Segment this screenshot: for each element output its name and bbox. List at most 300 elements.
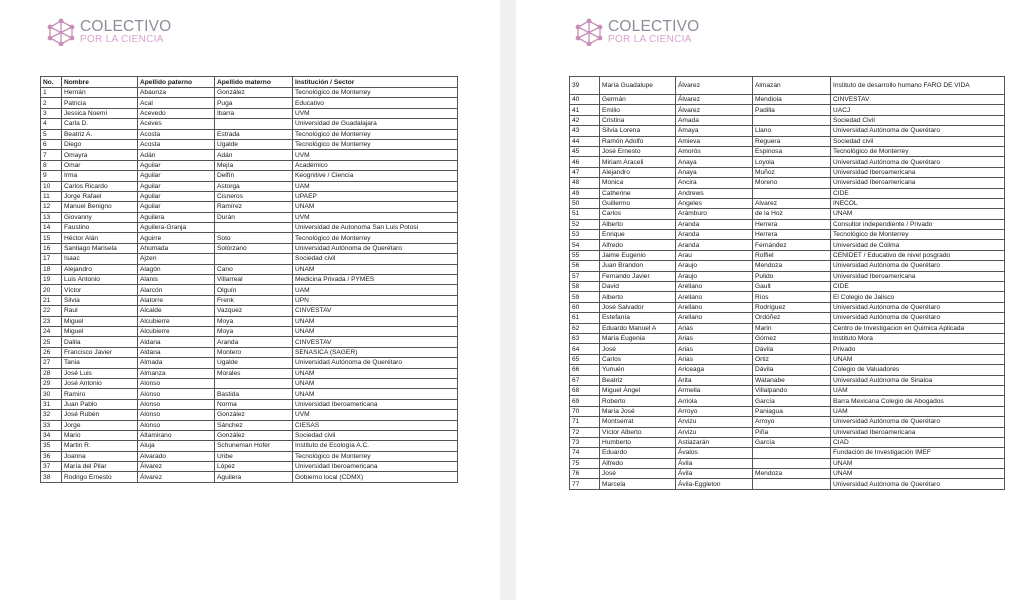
document-page-2 [516,0,1023,600]
cell-apellido-materno: Soto [215,233,293,243]
cell-institucion: UVM [293,212,458,222]
cell-no: 53 [570,230,600,240]
table-row [570,240,1005,250]
cell-no: 36 [41,451,62,461]
cell-no: 14 [41,223,62,233]
cell-no: 58 [570,282,600,292]
cell-apellido-paterno: Alvarado [138,451,215,461]
cell-apellido-materno: Norma [215,399,293,409]
cell-no: 62 [570,323,600,333]
cell-nombre: Alejandro [600,167,676,177]
table-row [41,347,458,357]
cell-no: 52 [570,219,600,229]
cell-institucion: Sociedad civil [831,136,1005,146]
cell-apellido-paterno: Ávalos [676,448,753,458]
cell-apellido-paterno: Alcubierre [138,316,215,326]
cell-nombre: Beatriz A. [62,129,138,139]
cell-no: 19 [41,275,62,285]
cell-institucion: Colegio de Valuadores [831,365,1005,375]
cell-institucion: UNAM [293,264,458,274]
cell-no: 55 [570,250,600,260]
cell-no: 20 [41,285,62,295]
cell-apellido-materno: Fernández [753,240,831,250]
cell-apellido-materno: Ugalde [215,358,293,368]
header-apellido-materno: Apellido materno [215,77,293,88]
cell-no: 56 [570,261,600,271]
table-row [570,427,1005,437]
cell-nombre: Jessica Noemí [62,108,138,118]
cell-institucion: CINVESTAV [831,95,1005,105]
cell-no: 31 [41,399,62,409]
cell-apellido-paterno: Álvarez [676,105,753,115]
cell-institucion: UVM [293,150,458,160]
cell-nombre: Giovanny [62,212,138,222]
cell-apellido-materno: Dávila [753,344,831,354]
cell-no: 68 [570,385,600,395]
cell-institucion: Universidad Iberoamericana [831,271,1005,281]
cell-apellido-materno: de la Hoz [753,209,831,219]
cell-nombre: María del Pilar [62,462,138,472]
cell-institucion: Tecnológico de Monterrey [293,233,458,243]
cell-apellido-paterno: Aguilar [138,171,215,181]
cell-apellido-paterno: Aguilera-Granja [138,223,215,233]
table-row [41,285,458,295]
cell-apellido-materno: Aranda [215,337,293,347]
logo-subtitle: POR LA CIENCIA [608,34,692,46]
cell-nombre: Dalila [62,337,138,347]
cell-apellido-paterno: Ahumada [138,243,215,253]
cell-nombre: Omar [62,160,138,170]
cell-apellido-materno: Ramírez [215,202,293,212]
cell-no: 15 [41,233,62,243]
table-row [570,136,1005,146]
cell-nombre: Emilio [600,105,676,115]
document-page-1 [0,0,500,600]
cell-apellido-materno: García [753,396,831,406]
cell-no: 16 [41,243,62,253]
table-row [41,150,458,160]
cell-no: 24 [41,326,62,336]
cell-nombre: Juan Brandon [600,261,676,271]
cell-apellido-paterno: Aceves [138,119,215,129]
cell-apellido-materno: Estrada [215,129,293,139]
cell-apellido-paterno: Abaunza [138,88,215,98]
cell-institucion: Instituto Mora [831,333,1005,343]
cell-apellido-paterno: Arámburo [676,209,753,219]
cell-no: 6 [41,139,62,149]
cell-nombre: Alejandro [62,264,138,274]
cell-no: 32 [41,410,62,420]
cell-no: 39 [570,77,600,95]
cell-institucion: Universidad Iberoamericana [293,399,458,409]
cell-apellido-paterno: Alanis [138,275,215,285]
cell-institucion: UNAM [831,458,1005,468]
cell-nombre: Alfredo [600,458,676,468]
cell-nombre: Ramiro [62,389,138,399]
cell-apellido-paterno: Alcubierre [138,326,215,336]
cell-nombre: José Rubén [62,410,138,420]
cell-apellido-paterno: Adán [138,150,215,160]
cell-apellido-paterno: Acal [138,98,215,108]
cell-apellido-paterno: Alcalde [138,306,215,316]
cell-apellido-paterno: Alonso [138,420,215,430]
cell-apellido-materno: Llano [753,126,831,136]
table-row [41,399,458,409]
cell-apellido-materno: Watanabe [753,375,831,385]
cell-nombre: Mario [62,430,138,440]
table-row [41,129,458,139]
cell-apellido-materno: Mejía [215,160,293,170]
cell-institucion: UNAM [831,354,1005,364]
table-row [41,88,458,98]
cell-apellido-materno: Espinosa [753,146,831,156]
cell-institucion: UNAM [293,316,458,326]
cell-apellido-materno: Mendiola [753,95,831,105]
cell-nombre: Juan Pablo [62,399,138,409]
cell-apellido-paterno: Arita [676,375,753,385]
table-row [41,108,458,118]
cell-nombre: Eduardo Manuel A [600,323,676,333]
cell-nombre: Alfredo [600,240,676,250]
cell-apellido-paterno: Angeles [676,198,753,208]
cell-nombre: Roberto [600,396,676,406]
cell-apellido-materno: Ugalde [215,139,293,149]
cell-apellido-materno: Olguín [215,285,293,295]
cell-no: 7 [41,150,62,160]
cell-apellido-paterno: Aguilar [138,202,215,212]
cell-institucion: Universidad Autónoma de Querétaro [831,126,1005,136]
cell-nombre: Carla D. [62,119,138,129]
cell-nombre: Germán [600,95,676,105]
table-row [41,181,458,191]
table-row [570,178,1005,188]
cell-apellido-paterno: Almada [138,358,215,368]
cell-institucion: UNAM [293,202,458,212]
cell-apellido-materno: Solórzano [215,243,293,253]
table-row [570,479,1005,489]
table-row [570,146,1005,156]
cell-apellido-paterno: Aranda [676,219,753,229]
cell-apellido-materno: Adán [215,150,293,160]
cell-apellido-paterno: Álvarez [138,472,215,482]
cell-apellido-paterno: Alagón [138,264,215,274]
cell-no: 59 [570,292,600,302]
cell-nombre: Estefanía [600,313,676,323]
cell-nombre: Silvia [62,295,138,305]
cell-apellido-paterno: Alonso [138,410,215,420]
table-row [570,230,1005,240]
table-row [570,469,1005,479]
cell-nombre: Faustino [62,223,138,233]
cell-nombre: Miguel Ángel [600,385,676,395]
cell-apellido-materno: Dávila [753,365,831,375]
cell-apellido-paterno: Arriola [676,396,753,406]
table-body [570,77,1005,490]
cell-apellido-paterno: Arellano [676,282,753,292]
cell-apellido-paterno: Arau [676,250,753,260]
cell-apellido-materno: Reguera [753,136,831,146]
cell-nombre: Héctor Alán [62,233,138,243]
cell-institucion: CIAD [831,437,1005,447]
cell-institucion: Gobierno local (CDMX) [293,472,458,482]
cell-nombre: Montserrat [600,417,676,427]
cell-apellido-materno: Villarreal [215,275,293,285]
cell-apellido-paterno: Arias [676,323,753,333]
cell-apellido-paterno: Aldana [138,347,215,357]
cell-nombre: Jaime Eugenio [600,250,676,260]
cell-institucion: Educativo [293,98,458,108]
table-row [570,406,1005,416]
cell-no: 29 [41,378,62,388]
cell-no: 51 [570,209,600,219]
cell-nombre: Víctor Alberto [600,427,676,437]
cell-no: 75 [570,458,600,468]
table-row [570,292,1005,302]
cell-apellido-materno: Arroyo [753,417,831,427]
cell-apellido-paterno: Ajzen [138,254,215,264]
table-row [570,261,1005,271]
cell-apellido-paterno: Alonso [138,378,215,388]
table-row [41,420,458,430]
cell-institucion: Universidad Autónoma de Querétaro [831,302,1005,312]
table-row [41,441,458,451]
table-row [41,202,458,212]
cell-nombre: Hernán [62,88,138,98]
cell-no: 48 [570,178,600,188]
cell-apellido-materno: Ibarra [215,108,293,118]
cell-no: 57 [570,271,600,281]
cell-no: 42 [570,115,600,125]
cell-apellido-materno [215,378,293,388]
cell-nombre: Irma [62,171,138,181]
cell-institucion: CIDE [831,282,1005,292]
cell-nombre: Patricia [62,98,138,108]
table-row [570,198,1005,208]
table-row [41,451,458,461]
table-row [570,188,1005,198]
cell-no: 22 [41,306,62,316]
table-row [570,77,1005,95]
cell-apellido-materno: Frenk [215,295,293,305]
cell-apellido-materno: Moya [215,326,293,336]
cell-no: 33 [41,420,62,430]
table-row [570,250,1005,260]
cell-nombre: Eduardo [600,448,676,458]
cell-nombre: Cristina [600,115,676,125]
cell-nombre: Martin R. [62,441,138,451]
table-row [41,368,458,378]
colectivo-logo [46,18,171,46]
table-row [570,313,1005,323]
cell-apellido-paterno: Aranda [676,230,753,240]
cell-no: 41 [570,105,600,115]
cell-no: 4 [41,119,62,129]
cell-no: 64 [570,344,600,354]
cell-apellido-materno: Durán [215,212,293,222]
table-row [41,389,458,399]
cell-apellido-paterno: Araujo [676,271,753,281]
cell-institucion: Universidad Iberoamericana [831,178,1005,188]
cell-apellido-materno: Puga [215,98,293,108]
cell-apellido-materno [215,119,293,129]
cell-apellido-paterno: Álvarez [676,95,753,105]
cell-nombre: Humberto [600,437,676,447]
cell-apellido-paterno: Ancira [676,178,753,188]
cell-apellido-materno [753,115,831,125]
table-row [41,264,458,274]
cell-apellido-paterno: Alonso [138,399,215,409]
cell-institucion: UAM [831,385,1005,395]
cell-institucion: UAM [293,285,458,295]
table-row [570,385,1005,395]
table-row [41,337,458,347]
cell-nombre: Yunuén [600,365,676,375]
cell-institucion: UAM [831,406,1005,416]
cell-institucion: Instituto de Ecología A.C. [293,441,458,451]
table-row [41,378,458,388]
cell-no: 25 [41,337,62,347]
cell-nombre: Isaac [62,254,138,264]
cell-apellido-paterno: Ávila [676,458,753,468]
cell-apellido-paterno: Aguilera [138,212,215,222]
cell-nombre: Monica [600,178,676,188]
table-row [41,316,458,326]
cell-institucion: Barra Mexicana Colegio de Abogados [831,396,1005,406]
logo-subtitle: POR LA CIENCIA [80,34,164,46]
cell-apellido-paterno: Acosta [138,129,215,139]
cell-institucion: CENIDET / Educativo de nivel posgrado [831,250,1005,260]
cell-no: 71 [570,417,600,427]
cell-no: 73 [570,437,600,447]
table-row [41,160,458,170]
cell-apellido-materno: Vazquez [215,306,293,316]
cell-apellido-materno: Moreno [753,178,831,188]
cell-apellido-materno: González [215,88,293,98]
table-body [41,88,458,483]
cell-nombre: Guillermo [600,198,676,208]
table-row [41,306,458,316]
cell-no: 17 [41,254,62,264]
cell-no: 76 [570,469,600,479]
table-header-row [41,77,458,88]
cell-institucion: UNAM [293,368,458,378]
cell-institucion: SENASICA (SAGER) [293,347,458,357]
cell-no: 11 [41,191,62,201]
cell-apellido-paterno: Astiazarán [676,437,753,447]
cell-apellido-materno: Bastida [215,389,293,399]
cell-no: 40 [570,95,600,105]
cell-no: 9 [41,171,62,181]
cell-institucion: Universidad Autónoma de Querétaro [831,479,1005,489]
cell-apellido-paterno: Almanza [138,368,215,378]
cell-nombre: Joanna [62,451,138,461]
cell-apellido-materno: Herrera [753,219,831,229]
cell-nombre: Catherine [600,188,676,198]
table-row [41,119,458,129]
cell-institucion: Tecnológico de Monterrey [831,146,1005,156]
cell-nombre: Diego [62,139,138,149]
cell-institucion: CIDE [831,188,1005,198]
cell-apellido-paterno: Álvarez [676,77,753,95]
cell-nombre: Beatriz [600,375,676,385]
cell-nombre: Carlos [600,209,676,219]
cell-no: 21 [41,295,62,305]
cell-apellido-paterno: Armella [676,385,753,395]
cell-nombre: Luis Antonio [62,275,138,285]
cell-apellido-paterno: Ariceaga [676,365,753,375]
cell-no: 66 [570,365,600,375]
cell-apellido-paterno: Alatorre [138,295,215,305]
cell-apellido-paterno: Araujo [676,261,753,271]
cell-apellido-materno: Rodríguez [753,302,831,312]
cell-institucion: Keognitive / Ciencia [293,171,458,181]
cell-no: 38 [41,472,62,482]
cell-nombre: Alberto [600,219,676,229]
cell-apellido-paterno: Aguirre [138,233,215,243]
header-apellido-paterno: Apellido paterno [138,77,215,88]
cell-nombre: Miriam Araceli [600,157,676,167]
cell-apellido-paterno: Amieva [676,136,753,146]
cell-apellido-materno: Mendoza [753,261,831,271]
cell-institucion: Universidad de Guadalajara [293,119,458,129]
cell-institucion: UVM [293,108,458,118]
cell-apellido-materno: López [215,462,293,472]
cell-apellido-paterno: Arias [676,344,753,354]
cell-no: 27 [41,358,62,368]
table-row [570,344,1005,354]
table-row [41,223,458,233]
cell-institucion: Tecnológico de Monterrey [293,88,458,98]
cell-no: 50 [570,198,600,208]
cell-institucion: Universidad de Autonoma San Luis Potosi [293,223,458,233]
table-row [570,365,1005,375]
cell-apellido-paterno: Arvizu [676,417,753,427]
cell-nombre: José [600,469,676,479]
logo-title: COLECTIVO [80,17,172,35]
cell-apellido-paterno: Aguilar [138,191,215,201]
cell-apellido-materno [753,188,831,198]
cell-apellido-paterno: Arias [676,333,753,343]
table-row [570,219,1005,229]
cell-apellido-paterno: Arias [676,354,753,364]
cell-no: 46 [570,157,600,167]
cell-institucion: CINVESTAV [293,337,458,347]
table-row [41,430,458,440]
cell-institucion: CIESAS [293,420,458,430]
cell-nombre: Jorge [62,420,138,430]
table-row [570,333,1005,343]
cell-apellido-paterno: Aranda [676,240,753,250]
table-row [570,209,1005,219]
cell-institucion: El Colegio de Jalisco [831,292,1005,302]
cell-no: 54 [570,240,600,250]
cell-no: 63 [570,333,600,343]
table-row [570,282,1005,292]
cell-institucion: UNAM [831,469,1005,479]
cell-institucion: Sociedad civil [293,254,458,264]
cell-apellido-materno: Uribe [215,451,293,461]
header-no: No. [41,77,62,88]
cell-apellido-paterno: Arellano [676,313,753,323]
cell-apellido-paterno: Ávila-Eggleton [676,479,753,489]
cell-nombre: José Ernesto [600,146,676,156]
cell-institucion: UNAM [293,378,458,388]
cell-no: 44 [570,136,600,146]
cell-institucion: Centro de Investigacion en Quimica Aplicada [831,323,1005,333]
cell-apellido-materno: Roffiel [753,250,831,260]
cell-nombre: Manuel Benigno [62,202,138,212]
cell-nombre: Marcela [600,479,676,489]
